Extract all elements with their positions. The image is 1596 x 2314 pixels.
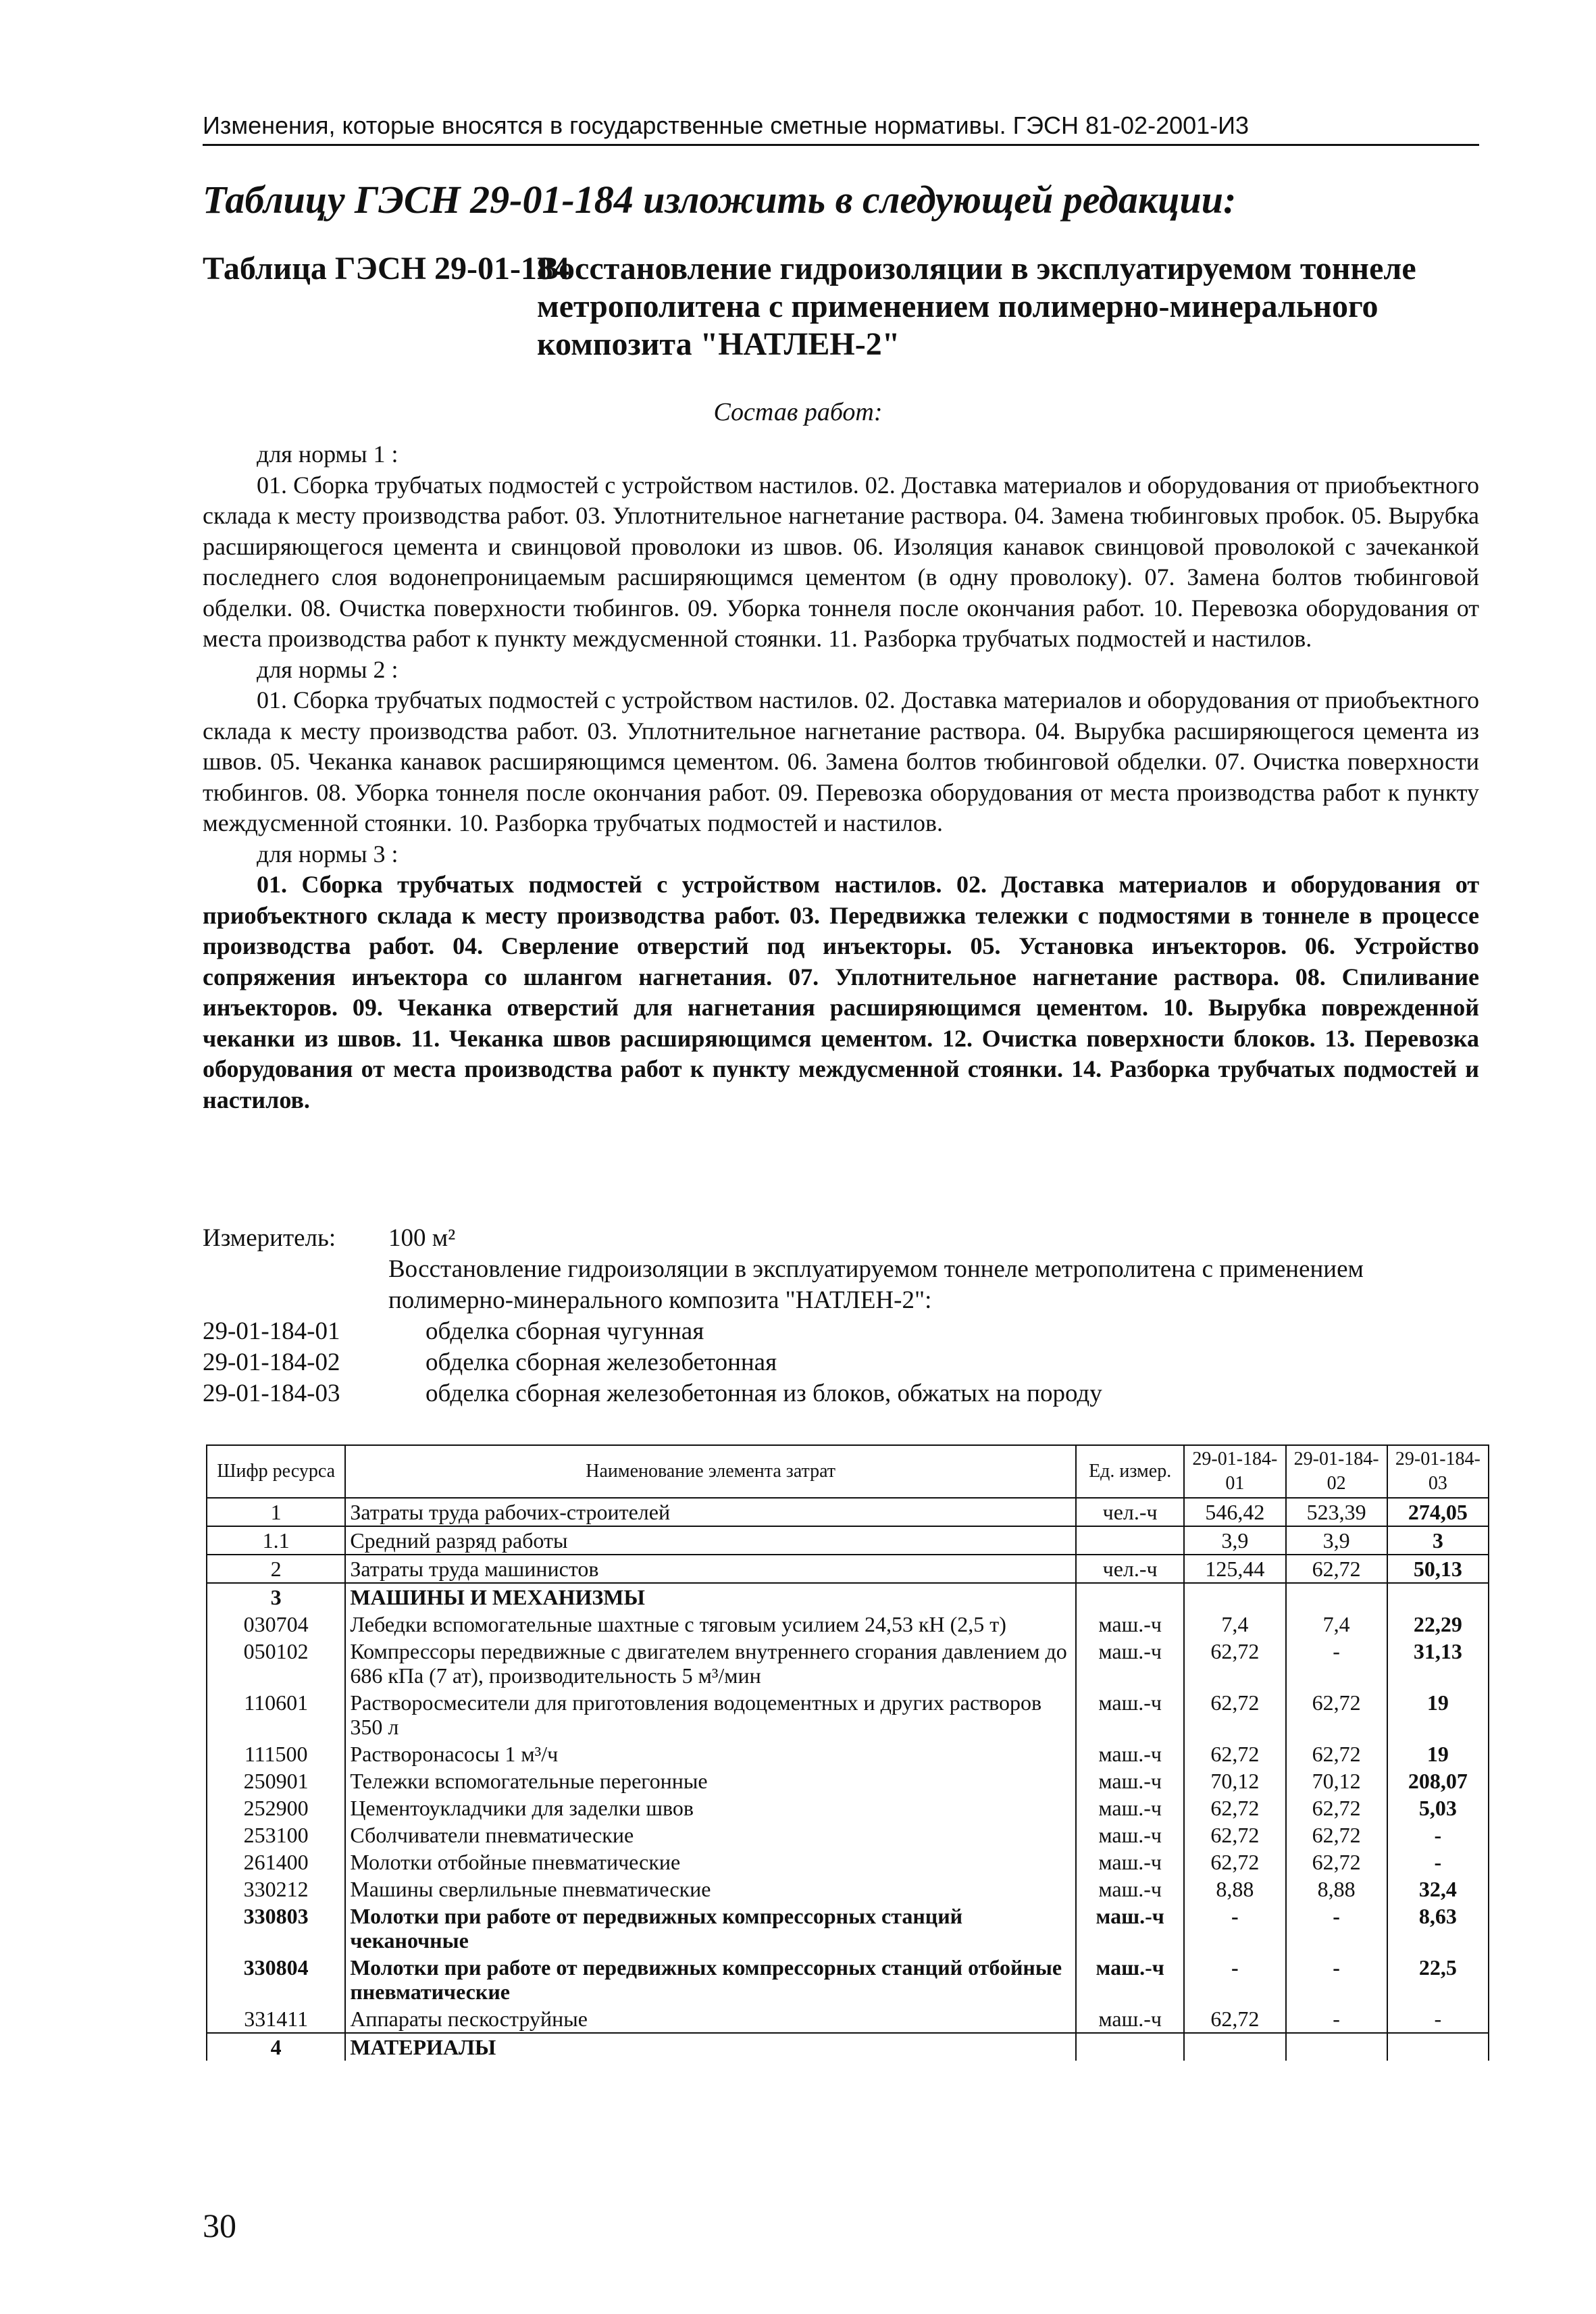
cell-code: 250901 bbox=[207, 1767, 345, 1794]
cell-v3: 19 bbox=[1387, 1689, 1489, 1740]
table-title bbox=[203, 250, 1483, 363]
cell-unit: чел.-ч bbox=[1076, 1555, 1184, 1583]
cell-v2: 3,9 bbox=[1286, 1526, 1387, 1555]
cell-name: Лебедки вспомогательные шахтные с тяговым усилием 24,53 кН (2,5 т) bbox=[345, 1611, 1076, 1638]
cell-v3: - bbox=[1387, 1821, 1489, 1848]
cell-v3: 50,13 bbox=[1387, 1555, 1489, 1583]
main-title: Таблицу ГЭСН 29-01-184 изложить в следующей редакции: bbox=[203, 178, 1237, 222]
cell-code: 2 bbox=[207, 1555, 345, 1583]
table-row bbox=[207, 1740, 1489, 1767]
cell-name: Тележки вспомогательные перегонные bbox=[345, 1767, 1076, 1794]
header-code: Шифр ресурса bbox=[207, 1445, 345, 1498]
cell-v3: - bbox=[1387, 2005, 1489, 2033]
table-row bbox=[207, 1821, 1489, 1848]
table-row bbox=[207, 1876, 1489, 1903]
cell-code: 330212 bbox=[207, 1876, 345, 1903]
cell-unit: маш.-ч bbox=[1076, 1611, 1184, 1638]
cell-v3: 274,05 bbox=[1387, 1498, 1489, 1526]
cell-name: МАТЕРИАЛЫ bbox=[345, 2033, 1076, 2061]
cell-v2: - bbox=[1286, 1638, 1387, 1689]
table-section-row bbox=[207, 1583, 1489, 1611]
table-title-prefix: Таблица ГЭСН 29-01-184 bbox=[203, 251, 569, 286]
norm-name: обделка сборная железобетонная bbox=[426, 1349, 777, 1376]
cell-code: 1 bbox=[207, 1498, 345, 1526]
norm-name: обделка сборная железобетонная из блоков, обжатых на породу bbox=[426, 1380, 1102, 1407]
running-header: Изменения, которые вносятся в государственные сметные нормативы. ГЭСН 81-02-2001-И3 bbox=[203, 111, 1479, 146]
cell-v1: 62,72 bbox=[1184, 2005, 1285, 2033]
cell-code: 3 bbox=[207, 1583, 345, 1611]
cell-v1: 62,72 bbox=[1184, 1740, 1285, 1767]
norm-3-label: для нормы 3 : bbox=[257, 840, 398, 867]
cell-v1 bbox=[1184, 2033, 1285, 2061]
works-subtitle: Состав работ: bbox=[713, 398, 883, 426]
cell-code: 030704 bbox=[207, 1611, 345, 1638]
resources-table bbox=[206, 1444, 1489, 2061]
cell-code: 1.1 bbox=[207, 1526, 345, 1555]
cell-v2: 62,72 bbox=[1286, 1794, 1387, 1821]
norm-code: 29-01-184-02 bbox=[203, 1349, 340, 1376]
cell-v2: 523,39 bbox=[1286, 1498, 1387, 1526]
table-header-row bbox=[207, 1445, 1489, 1498]
cell-v1: 8,88 bbox=[1184, 1876, 1285, 1903]
cell-name: Средний разряд работы bbox=[345, 1526, 1076, 1555]
cell-v1: 546,42 bbox=[1184, 1498, 1285, 1526]
table-row bbox=[207, 1555, 1489, 1583]
works-composition bbox=[203, 439, 1479, 1115]
norm-1-text: 01. Сборка трубчатых подмостей с устройством настилов. 02. Доставка материалов и оборудования от приобъектного склада к месту производства работ. 03. Уплотнительное нагнетание раствора. 04. Замена тюбинговых пробок. 05. Вырубка расширяющегося цемента и свинцовой проволоки из швов. 06. Изоляция канавок свинцовой проволокой с зачеканкой последнего слоя водонепроницаемым расширяющимся цементом (в одну проволоку). 07. Замена болтов тюбинговой обделки. 08. Очистка поверхности тюбингов. 09. Уборка тоннеля после окончания работ. 10. Перевозка оборудования от места производства работ к пункту междусменной стоянки. 11. Разборка трубчатых подмостей и настилов. bbox=[203, 471, 1479, 652]
cell-code: 261400 bbox=[207, 1848, 345, 1876]
table-section-row bbox=[207, 2033, 1489, 2061]
table-title-line-1: Восстановление гидроизоляции в эксплуатируемом тоннеле bbox=[537, 251, 1416, 286]
cell-name: Растворосмесители для приготовления водоцементных и других растворов 350 л bbox=[345, 1689, 1076, 1740]
cell-v2: 70,12 bbox=[1286, 1767, 1387, 1794]
cell-v3: 22,5 bbox=[1387, 1954, 1489, 2005]
measure-label: Измеритель: bbox=[203, 1224, 336, 1252]
cell-name: Компрессоры передвижные с двигателем внутреннего сгорания давлением до 686 кПа (7 ат), производительность 5 м³/мин bbox=[345, 1638, 1076, 1689]
cell-name: МАШИНЫ И МЕХАНИЗМЫ bbox=[345, 1583, 1076, 1611]
cell-v3: 8,63 bbox=[1387, 1903, 1489, 1954]
cell-v1: 62,72 bbox=[1184, 1638, 1285, 1689]
cell-v1: 3,9 bbox=[1184, 1526, 1285, 1555]
cell-v2: 62,72 bbox=[1286, 1689, 1387, 1740]
cell-v3: 32,4 bbox=[1387, 1876, 1489, 1903]
cell-v2: - bbox=[1286, 2005, 1387, 2033]
table-row bbox=[207, 1638, 1489, 1689]
table-row bbox=[207, 1498, 1489, 1526]
cell-v3: - bbox=[1387, 1848, 1489, 1876]
header-norm-2: 29-01-184-02 bbox=[1286, 1445, 1387, 1498]
cell-v2 bbox=[1286, 2033, 1387, 2061]
cell-unit: маш.-ч bbox=[1076, 1794, 1184, 1821]
cell-v2: 62,72 bbox=[1286, 1848, 1387, 1876]
cell-name: Цементоукладчики для заделки швов bbox=[345, 1794, 1076, 1821]
cell-v3: 208,07 bbox=[1387, 1767, 1489, 1794]
cell-v2: - bbox=[1286, 1954, 1387, 2005]
table-row bbox=[207, 1767, 1489, 1794]
table-row bbox=[207, 1611, 1489, 1638]
cell-unit: маш.-ч bbox=[1076, 1767, 1184, 1794]
cell-v3: 3 bbox=[1387, 1526, 1489, 1555]
header-name: Наименование элемента затрат bbox=[345, 1445, 1076, 1498]
cell-code: 330804 bbox=[207, 1954, 345, 2005]
cell-v1: 7,4 bbox=[1184, 1611, 1285, 1638]
cell-code: 050102 bbox=[207, 1638, 345, 1689]
cell-code: 331411 bbox=[207, 2005, 345, 2033]
table-row bbox=[207, 1903, 1489, 1954]
cell-unit: маш.-ч bbox=[1076, 1876, 1184, 1903]
table-row bbox=[207, 2005, 1489, 2033]
cell-v2: 62,72 bbox=[1286, 1821, 1387, 1848]
cell-name: Молотки отбойные пневматические bbox=[345, 1848, 1076, 1876]
cell-code: 111500 bbox=[207, 1740, 345, 1767]
cell-unit: маш.-ч bbox=[1076, 1638, 1184, 1689]
norm-item bbox=[203, 1347, 1479, 1378]
cell-code: 110601 bbox=[207, 1689, 345, 1740]
norm-code: 29-01-184-03 bbox=[203, 1380, 340, 1407]
table-title-line-3: композита "НАТЛЕН-2" bbox=[537, 326, 900, 362]
cell-v1 bbox=[1184, 1583, 1285, 1611]
cell-v1: 62,72 bbox=[1184, 1848, 1285, 1876]
cell-v2: 7,4 bbox=[1286, 1611, 1387, 1638]
norm-name: обделка сборная чугунная bbox=[426, 1317, 704, 1345]
cell-unit: маш.-ч bbox=[1076, 1689, 1184, 1740]
cell-v1: 62,72 bbox=[1184, 1794, 1285, 1821]
cell-unit: маш.-ч bbox=[1076, 1821, 1184, 1848]
table-row bbox=[207, 1848, 1489, 1876]
cell-name: Растворонасосы 1 м³/ч bbox=[345, 1740, 1076, 1767]
cell-unit bbox=[1076, 1526, 1184, 1555]
cell-unit: маш.-ч bbox=[1076, 1954, 1184, 2005]
cell-v2 bbox=[1286, 1583, 1387, 1611]
cell-unit: маш.-ч bbox=[1076, 1903, 1184, 1954]
header-norm-1: 29-01-184-01 bbox=[1184, 1445, 1285, 1498]
cell-v1: 70,12 bbox=[1184, 1767, 1285, 1794]
header-norm-3: 29-01-184-03 bbox=[1387, 1445, 1489, 1498]
cell-name: Молотки при работе от передвижных компрессорных станций отбойные пневматические bbox=[345, 1954, 1076, 2005]
cell-v1: - bbox=[1184, 1903, 1285, 1954]
table-row bbox=[207, 1794, 1489, 1821]
cell-code: 4 bbox=[207, 2033, 345, 2061]
cell-v2: 8,88 bbox=[1286, 1876, 1387, 1903]
measure-block bbox=[203, 1223, 1479, 1409]
cell-unit: маш.-ч bbox=[1076, 1848, 1184, 1876]
table-row bbox=[207, 1954, 1489, 2005]
cell-name: Аппараты пескоструйные bbox=[345, 2005, 1076, 2033]
cell-code: 330803 bbox=[207, 1903, 345, 1954]
cell-unit: маш.-ч bbox=[1076, 1740, 1184, 1767]
norm-1-label: для нормы 1 : bbox=[257, 441, 398, 468]
cell-v2: 62,72 bbox=[1286, 1555, 1387, 1583]
cell-v3: 5,03 bbox=[1387, 1794, 1489, 1821]
norm-3-text: 01. Сборка трубчатых подмостей с устройством настилов. 02. Доставка материалов и оборудования от приобъектного склада к месту производства работ. 03. Передвижка тележки с подмостями в тоннеле в процессе производства работ. 04. Сверление отверстий под инъекторы. 05. Установка инъекторов. 06. Устройство сопряжения инъектора со шлангом нагнетания. 07. Уплотнительное нагнетание раствора. 08. Спиливание инъекторов. 09. Чеканка отверстий для нагнетания расширяющимся цементом. 10. Вырубка поврежденной чеканки из швов. 11. Чеканка швов расширяющимся цементом. 12. Очистка поверхности блоков. 13. Перевозка оборудования от места производства работ к пункту междусменной стоянки. 14. Разборка трубчатых подмостей и настилов. bbox=[203, 871, 1479, 1113]
cell-unit: маш.-ч bbox=[1076, 2005, 1184, 2033]
cell-v1: 125,44 bbox=[1184, 1555, 1285, 1583]
cell-code: 253100 bbox=[207, 1821, 345, 1848]
cell-v2: - bbox=[1286, 1903, 1387, 1954]
table-title-line-2: метрополитена с применением полимерно-минерального bbox=[537, 288, 1379, 324]
cell-v3 bbox=[1387, 2033, 1489, 2061]
cell-v1: 62,72 bbox=[1184, 1821, 1285, 1848]
cell-code: 252900 bbox=[207, 1794, 345, 1821]
cell-name: Затраты труда машинистов bbox=[345, 1555, 1076, 1583]
cell-v1: - bbox=[1184, 1954, 1285, 2005]
cell-v3: 19 bbox=[1387, 1740, 1489, 1767]
cell-v3: 31,13 bbox=[1387, 1638, 1489, 1689]
cell-v1: 62,72 bbox=[1184, 1689, 1285, 1740]
table-row bbox=[207, 1689, 1489, 1740]
cell-name: Машины сверлильные пневматические bbox=[345, 1876, 1076, 1903]
cell-v2: 62,72 bbox=[1286, 1740, 1387, 1767]
cell-unit bbox=[1076, 1583, 1184, 1611]
cell-v3: 22,29 bbox=[1387, 1611, 1489, 1638]
cell-v3 bbox=[1387, 1583, 1489, 1611]
measure-description: Восстановление гидроизоляции в эксплуатируемом тоннеле метрополитена с применением полимерно-минерального композита "НАТЛЕН-2": bbox=[388, 1255, 1364, 1314]
norm-2-text: 01. Сборка трубчатых подмостей с устройством настилов. 02. Доставка материалов и оборудования от приобъектного склада к месту производства работ. 03. Уплотнительное нагнетание раствора. 04. Вырубка расширяющегося цемента из швов. 05. Чеканка канавок расширяющимся цементом. 06. Замена болтов тюбинговой обделки. 07. Очистка поверхности тюбингов. 08. Уборка тоннеля после окончания работ. 09. Перевозка оборудования от места производства работ к пункту междусменной стоянки. 10. Разборка трубчатых подмостей и настилов. bbox=[203, 686, 1479, 836]
cell-name: Затраты труда рабочих-строителей bbox=[345, 1498, 1076, 1526]
cell-name: Молотки при работе от передвижных компрессорных станций чеканочные bbox=[345, 1903, 1076, 1954]
table-row bbox=[207, 1526, 1489, 1555]
cell-unit bbox=[1076, 2033, 1184, 2061]
norm-item bbox=[203, 1378, 1479, 1409]
page-number: 30 bbox=[203, 2207, 236, 2244]
cell-unit: чел.-ч bbox=[1076, 1498, 1184, 1526]
norm-code: 29-01-184-01 bbox=[203, 1317, 340, 1345]
measure-value: 100 м² bbox=[388, 1224, 456, 1252]
norm-2-label: для нормы 2 : bbox=[257, 655, 398, 683]
header-unit: Ед. измер. bbox=[1076, 1445, 1184, 1498]
cell-name: Сболчиватели пневматические bbox=[345, 1821, 1076, 1848]
norm-item bbox=[203, 1316, 1479, 1347]
table-title-text bbox=[537, 250, 1483, 363]
